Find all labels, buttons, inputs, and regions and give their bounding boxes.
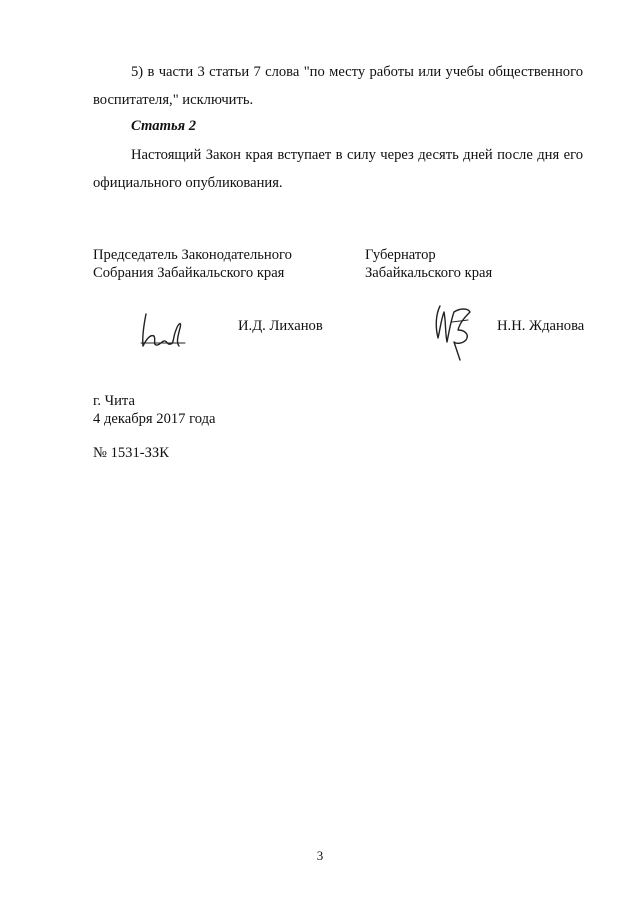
paragraph-amendment: 5) в части 3 статьи 7 слова "по месту работы или учебы общественного воспитателя," исключить. bbox=[93, 64, 583, 108]
signing-date: 4 декабря 2017 года bbox=[93, 411, 216, 427]
page-number: 3 bbox=[316, 848, 324, 863]
city: г. Чита bbox=[93, 393, 135, 409]
signatory-right-title bbox=[365, 246, 492, 282]
article-heading: Статья 2 bbox=[131, 118, 197, 134]
handwritten-signature-left bbox=[138, 310, 188, 352]
handwritten-signature-right bbox=[430, 300, 478, 362]
place-and-date bbox=[93, 392, 216, 428]
signatory-right-title-line-2: Забайкальского края bbox=[365, 265, 493, 281]
paragraph-entry-into-force: Настоящий Закон края вступает в силу через десять дней после дня его официального опубликования. bbox=[93, 147, 583, 191]
signatory-left-title-line-1: Председатель Законодательного bbox=[93, 247, 292, 263]
signatory-right-title-line-1: Губернатор bbox=[365, 247, 436, 263]
signatory-left-name: И.Д. Лиханов bbox=[238, 318, 323, 334]
law-number: № 1531-ЗЗК bbox=[93, 445, 169, 461]
signatory-left-title bbox=[93, 246, 292, 282]
signatory-right-name: Н.Н. Жданова bbox=[497, 318, 585, 334]
signatory-left-title-line-2: Собрания Забайкальского края bbox=[93, 265, 285, 281]
